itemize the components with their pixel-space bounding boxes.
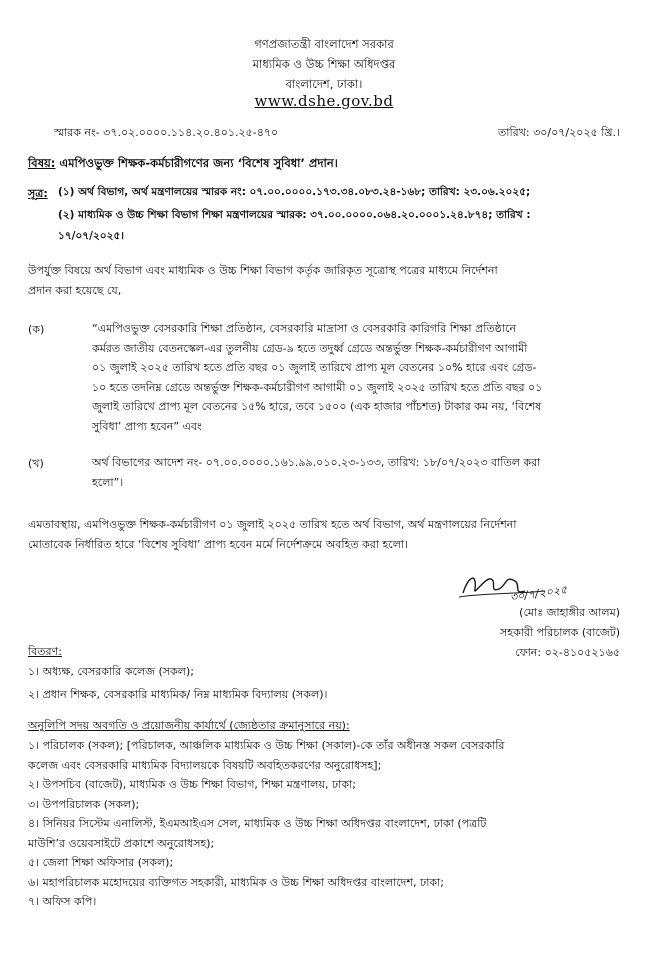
- clause-ka-marker: (ক): [28, 323, 45, 336]
- directorate-name: মাধ্যমিক ও উচ্চ শিক্ষা অধিদপ্তর: [252, 57, 396, 71]
- source-item-1: (১) অর্থ বিভাগ, অর্থ মন্ত্রণালয়ের স্মারক নং: ০৭.০০.০০০০.১৭৩.৩৪.০৮৩.২৪-১৬৮; তারিখ: ২৩.০৬.২০২৫;: [58, 186, 531, 198]
- memo-reference: স্মারক নং- ৩৭.০২.০০০০.১১৪.২০.৪০১.২৫-৪৭০: [54, 126, 279, 139]
- distribution-item: ১। অধ্যক্ষ, বেসরকারি কলেজ (সকল);: [28, 665, 194, 678]
- copy-line: ৭। অফিস কপি।: [28, 895, 97, 908]
- clause-line: ১০ হতে তদনিম্ন গ্রেডে অন্তর্ভুক্ত শিক্ষক-কর্মচারীগণ আগামী ০১ জুলাই ২০২৫ তারিখ হতে প্রতি বছর ০১: [92, 380, 543, 394]
- clause-line: সুবিধা’ প্রাপ্য হবেন” এবং: [92, 419, 202, 433]
- signature-date: ৩০/৭/২০২৫: [509, 583, 568, 604]
- clause-line: “এমপিওভুক্ত বেসরকারি শিক্ষা প্রতিষ্ঠান, বেসরকারি মাদ্রাসা ও বেসরকারি কারিগরি শিক্ষা প্রতিষ্ঠানে: [92, 322, 517, 335]
- subject-text: এমপিওভুক্ত শিক্ষক-কর্মচারীগণের জন্য ‘বিশেষ সুবিধা’ প্রদান।: [59, 156, 338, 170]
- distribution-item: ২। প্রধান শিক্ষক, বেসরকারি মাধ্যমিক/ নিম্ন মাধ্যমিক বিদ্যালয় (সকল)।: [28, 688, 328, 701]
- conclusion-line: মোতাবেক নির্ধারিত হারে ‘বিশেষ সুবিধা’ প্রাপ্য হবেন মর্মে নির্দেশক্রমে অবহিত করা হলো।: [28, 537, 409, 551]
- source-label: সূত্র:: [28, 187, 48, 200]
- copy-line: ৫। জেলা শিক্ষা অফিসার (সকল);: [28, 856, 174, 869]
- location: বাংলাদেশ, ঢাকা।: [285, 77, 363, 91]
- signatory-name: (মোঃ জাহাঙ্গীর আলম): [519, 606, 620, 619]
- copies-heading: অনুলিপি সদয় অবগতি ও প্রয়োজনীয় কার্যার্থে (জ্যেষ্ঠতার ক্রমানুসারে নয়):: [28, 719, 350, 732]
- copy-line: ৬। মহাপরিচালক মহোদয়ের ব্যক্তিগত সহকারী, মাধ্যমিক ও উচ্চ শিক্ষা অধিদপ্তর বাংলাদেশ, ঢাকা;: [28, 875, 444, 889]
- subject-label: বিষয়:: [28, 156, 56, 170]
- distribution-heading: বিতরণ:: [28, 645, 62, 658]
- intro-line: উপর্যুক্ত বিষয়ে অর্থ বিভাগ এবং মাধ্যমিক ও উচ্চ শিক্ষা বিভাগ কর্তৃক জারিকৃত সূত্রোস্থ পত্রের মাধ্যমে নির্দেশনা: [28, 264, 498, 277]
- copy-line: ১। পরিচালক (সকল); [পরিচালক, আঞ্চলিক মাধ্যমিক ও উচ্চ শিক্ষা (সকাল)-কে তাঁর অধীনস্ত সকল বেসরকারি: [28, 739, 505, 752]
- clause-line: কর্মরত জাতীয় বেতনস্কেল-এর তুলনীয় গ্রেড-৯ হতে তদুর্ধ্ব গ্রেডে অন্তর্ভুক্ত শিক্ষক-কর্মচারীগণ আগামী: [92, 341, 528, 355]
- signatory-phone: ফোন: ০২-৪১০৫২১৬৫: [515, 646, 620, 659]
- govt-name: গণপ্রজাতন্ত্রী বাংলাদেশ সরকার: [254, 37, 394, 51]
- conclusion-line: এমতাবস্থায়, এমপিওভুক্ত শিক্ষক-কর্মচারীগণ ০১ জুলাই ২০২৫ তারিখ হতে অর্থ বিভাগ, অর্থ মন্ত্রণালয়ের নির্দেশনা: [28, 518, 517, 531]
- clause-kha-text: [92, 453, 622, 492]
- memo-date: তারিখ: ৩০/০৭/২০২৫ খ্রি.।: [498, 126, 620, 139]
- copy-line: কলেজ এবং বেসরকারি মাধ্যমিক বিদ্যালয়কে বিষয়টি অবহিতকরণের অনুরোধসহ];: [28, 758, 382, 772]
- clause-line: হলো”।: [92, 475, 124, 489]
- signatory-designation: সহকারী পরিচালক (বাজেট): [500, 626, 620, 639]
- clause-line: অর্থ বিভাগের আদেশ নং- ০৭.০০.০০০০.১৬১.৯৯.০১০.২৩-১৩৩, তারিখ: ১৮/০৭/২০২৩ বাতিল করা: [92, 456, 541, 469]
- source-item-2: (২) মাধ্যমিক ও উচ্চ শিক্ষা বিভাগ শিক্ষা মন্ত্রণালয়ের স্মারক: ৩৭.০০.০০০০.০৬৪.২০.০০০১.২৪.৮৭৪; তারিখ :: [58, 209, 531, 221]
- conclusion-paragraph: [28, 515, 622, 554]
- subject-line: [28, 155, 338, 174]
- copy-line: ৪। সিনিয়র সিস্টেম এনালিস্ট, ইএমআইএস সেল, মাধ্যমিক ও উচ্চ শিক্ষা অধিদপ্তর বাংলাদেশ, ঢাকা (পত্রটি: [28, 817, 487, 830]
- clause-line: জুলাই তারিখে প্রাপ্য মূল বেতনের ১৫% হারে, তবে ১৫০০ (এক হাজার পাঁচশত) টাকার কম নয়, ‘বিশেষ: [92, 400, 542, 413]
- clause-line: ০১ জুলাই ২০২৫ তারিখ হতে প্রতি বছর ০১ জুলাই তারিখে প্রাপ্য মূল বেতনের ১০% হারে এবং গ্রেড-: [92, 361, 537, 374]
- source-item-2-date: ১৭/০৭/২০২৫।: [58, 230, 125, 242]
- clause-kha-marker: (খ): [28, 457, 44, 470]
- intro-paragraph: [28, 261, 622, 300]
- copies-list: [28, 736, 628, 912]
- copy-line: ৩। উপপরিচালক (সকল);: [28, 797, 140, 811]
- copy-line: ২। উপসচিব (বাজেট), মাধ্যমিক ও উচ্চ শিক্ষা বিভাগ, শিক্ষা মন্ত্রণালয়, ঢাকা;: [28, 778, 356, 791]
- clause-ka-text: [92, 319, 622, 436]
- website-link[interactable]: www.dshe.gov.bd: [254, 92, 394, 110]
- copy-line: মাউশি’র ওয়েবসাইটে প্রকাশে অনুরোধসহ);: [28, 836, 215, 850]
- intro-line: প্রদান করা হয়েছে যে,: [28, 283, 122, 297]
